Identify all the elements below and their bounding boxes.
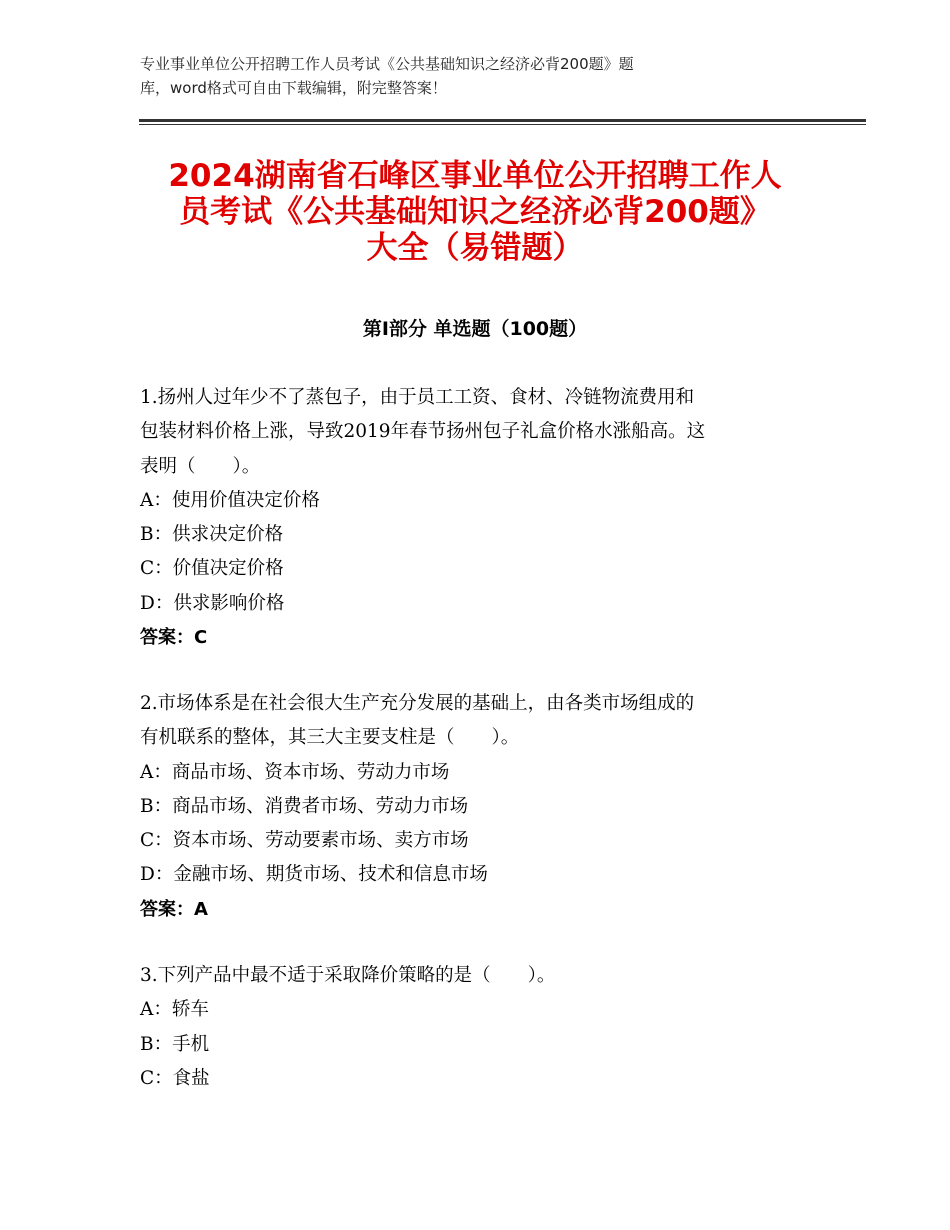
header-divider-thin <box>139 124 866 125</box>
title-line: 员考试《公共基础知识之经济必背200题》 <box>179 194 771 230</box>
question-option-c: C：价值决定价格 <box>140 558 284 580</box>
question-option-c: C：食盐 <box>140 1067 210 1089</box>
title-line: 2024湖南省石峰区事业单位公开招聘工作人 <box>168 158 782 194</box>
question-stem-line: 表明（ ）。 <box>140 455 261 477</box>
question-stem-line: 1.扬州人过年少不了蒸包子，由于员工工资、食材、冷链物流费用和 <box>140 387 695 408</box>
question-2 <box>140 687 820 927</box>
question-stem-line: 有机联系的整体，其三大主要支柱是（ ）。 <box>140 727 520 749</box>
question-answer: 答案：C <box>140 627 208 649</box>
question-option-b: B：供求决定价格 <box>140 524 284 546</box>
question-option-d: D：供求影响价格 <box>140 592 285 614</box>
header-divider-thick <box>139 119 866 122</box>
question-option-a: A：使用价值决定价格 <box>140 489 320 511</box>
question-option-d: D：金融市场、期货市场、技术和信息市场 <box>140 864 488 886</box>
question-option-a: A：轿车 <box>140 999 209 1021</box>
question-stem-line: 包装材料价格上涨，导致2019年春节扬州包子礼盒价格水涨船高。这 <box>140 421 706 443</box>
question-stem-line: 3.下列产品中最不适于采取降价策略的是（ ）。 <box>140 965 556 986</box>
question-1 <box>140 381 820 655</box>
question-option-a: A：商品市场、资本市场、劳动力市场 <box>140 761 450 783</box>
question-stem-line: 2.市场体系是在社会很大生产充分发展的基础上，由各类市场组成的 <box>140 693 695 714</box>
question-option-c: C：资本市场、劳动要素市场、卖方市场 <box>140 830 469 852</box>
title-line: 大全（易错题） <box>366 230 584 266</box>
question-option-b: B：商品市场、消费者市场、劳动力市场 <box>140 795 469 817</box>
header-note-line: 库，word格式可自由下载编辑，附完整答案！ <box>140 79 447 97</box>
section-title: 第Ⅰ部分 单选题（100题） <box>362 318 588 340</box>
question-answer: 答案：A <box>140 898 208 920</box>
header-note-line: 专业事业单位公开招聘工作人员考试《公共基础知识之经济必背200题》题 <box>140 55 634 73</box>
document-header-note <box>140 52 790 100</box>
document-title <box>100 158 850 266</box>
question-3 <box>140 959 820 1096</box>
question-option-b: B：手机 <box>140 1033 210 1055</box>
